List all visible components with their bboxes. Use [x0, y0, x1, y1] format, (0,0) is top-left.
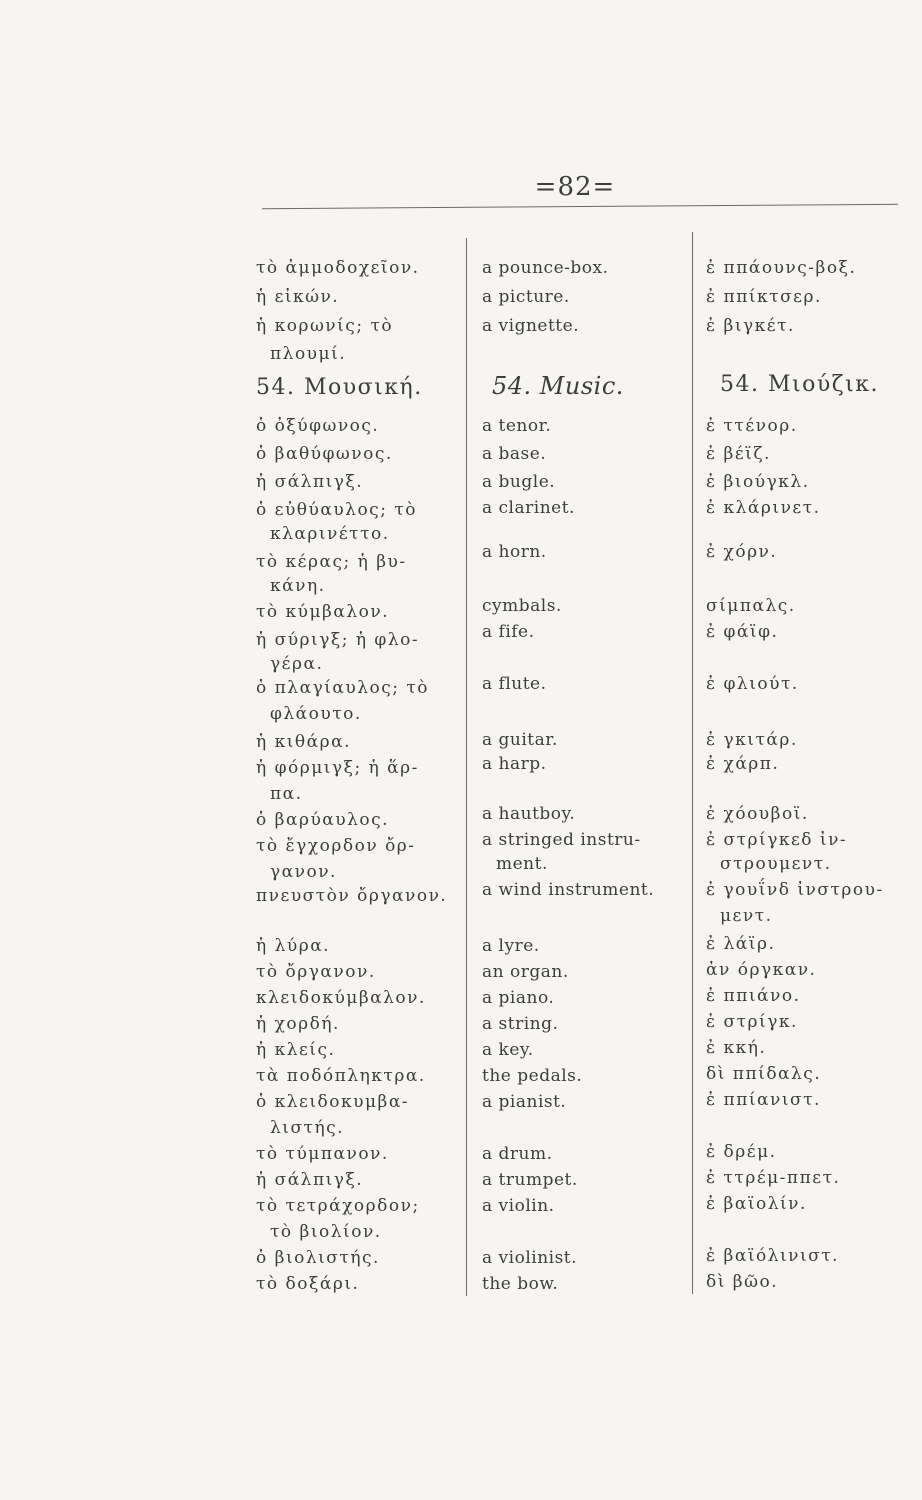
- english-entry: a bugle.: [482, 472, 556, 492]
- pronunciation-entry: ἐ στρίγκ.: [706, 1012, 798, 1032]
- english-entry: a harp.: [482, 754, 547, 774]
- english-entry: a hautboy.: [482, 804, 576, 824]
- greek-entry: κλαρινέττο.: [270, 524, 390, 544]
- pronunciation-entry: στρουμεντ.: [720, 854, 832, 874]
- greek-entry: ὁ ὀξύφωνος.: [256, 416, 380, 436]
- english-entry: a clarinet.: [482, 498, 575, 518]
- pronunciation-entry: δὶ βῶο.: [706, 1272, 779, 1292]
- greek-entry: τὸ ἔγχορδον ὄρ-: [256, 836, 416, 856]
- column-divider-right: [692, 232, 693, 1294]
- pronunciation-entry: ἐ βαϊόλινιστ.: [706, 1246, 840, 1266]
- pronunciation-entry: ἐ κλάρινετ.: [706, 498, 821, 518]
- greek-entry: ἡ κλείς.: [256, 1040, 336, 1060]
- greek-entry: λιστής.: [270, 1118, 345, 1138]
- english-entry: a picture.: [482, 287, 570, 307]
- english-entry: a flute.: [482, 674, 547, 694]
- pronunciation-entry: ἐ χάρπ.: [706, 754, 780, 774]
- pronunciation-entry: σίμπαλς.: [706, 596, 796, 616]
- english-entry: a vignette.: [482, 316, 580, 336]
- pronunciation-entry: ἐ λάϊρ.: [706, 934, 776, 954]
- pronunciation-entry: ἐ βιγκέτ.: [706, 316, 795, 336]
- greek-entry: ὁ βαρύαυλος.: [256, 810, 390, 830]
- pronunciation-entry: ἐ ππίανιστ.: [706, 1090, 821, 1110]
- pronunciation-entry: ἐ χόουβοϊ.: [706, 804, 809, 824]
- english-entry: a stringed instru-: [482, 830, 641, 850]
- pronunciation-entry: ἐ φάϊφ.: [706, 622, 779, 642]
- pronunciation-entry: ἐ γκιτάρ.: [706, 730, 798, 750]
- english-entry: a trumpet.: [482, 1170, 578, 1190]
- greek-entry: τὸ κύμβαλον.: [256, 602, 390, 622]
- english-entry: an organ.: [482, 962, 569, 982]
- greek-entry: ὁ κλειδοκυμβα-: [256, 1092, 410, 1112]
- greek-entry: τὸ βιολίον.: [270, 1222, 382, 1242]
- english-entry: a base.: [482, 444, 547, 464]
- section-heading-pronunciation: 54. Μιούζικ.: [720, 372, 880, 397]
- greek-entry: ἡ χορδή.: [256, 1014, 340, 1034]
- greek-entry: τὸ τύμπανον.: [256, 1144, 389, 1164]
- greek-entry: ἡ κιθάρα.: [256, 732, 351, 752]
- english-entry: a pounce-box.: [482, 258, 609, 278]
- pronunciation-entry: ἐ ττρέμ-ππετ.: [706, 1168, 841, 1188]
- greek-entry: τὸ δοξάρι.: [256, 1274, 360, 1294]
- pronunciation-entry: ἐ δρέμ.: [706, 1142, 777, 1162]
- english-entry: a tenor.: [482, 416, 552, 436]
- pronunciation-entry: ἐ βαϊολίν.: [706, 1194, 807, 1214]
- greek-entry: ὁ πλαγίαυλος; τὸ: [256, 678, 430, 698]
- column-divider-left: [466, 238, 467, 1296]
- greek-entry: τὸ κέρας; ἡ βυ-: [256, 552, 407, 572]
- header-rule: [262, 204, 898, 209]
- greek-entry: πα.: [270, 784, 303, 804]
- pronunciation-entry: ἐ ππιάνο.: [706, 986, 801, 1006]
- section-heading-greek: 54. Μουσική.: [256, 375, 423, 400]
- english-entry: a wind instrument.: [482, 880, 655, 900]
- english-entry: cymbals.: [482, 596, 562, 616]
- greek-entry: τὰ ποδόπληκτρα.: [256, 1066, 426, 1086]
- english-entry: a lyre.: [482, 936, 540, 956]
- english-entry: a pianist.: [482, 1092, 567, 1112]
- pronunciation-entry: δὶ ππίδαλς.: [706, 1064, 822, 1084]
- greek-entry: τὸ τετράχορδον;: [256, 1196, 420, 1216]
- greek-entry: τὸ ἀμμοδοχεῖον.: [256, 258, 420, 278]
- greek-entry: ἡ σάλπιγξ.: [256, 1170, 364, 1190]
- english-entry: the bow.: [482, 1274, 559, 1294]
- greek-entry: γέρα.: [270, 654, 324, 674]
- english-entry: a piano.: [482, 988, 555, 1008]
- pronunciation-entry: ἐ βιούγκλ.: [706, 472, 810, 492]
- pronunciation-entry: ἀν όργκαν.: [706, 960, 817, 980]
- english-entry: the pedals.: [482, 1066, 583, 1086]
- english-entry: a string.: [482, 1014, 559, 1034]
- page-number: =82=: [534, 172, 616, 202]
- english-entry: a horn.: [482, 542, 547, 562]
- english-entry: ment.: [496, 854, 548, 874]
- greek-entry: ὁ εὐθύαυλος; τὸ: [256, 500, 417, 520]
- pronunciation-entry: ἐ ππάουνς-βοξ.: [706, 258, 857, 278]
- pronunciation-entry: ἐ ππίκτσερ.: [706, 287, 822, 307]
- english-entry: a drum.: [482, 1144, 553, 1164]
- english-entry: a guitar.: [482, 730, 558, 750]
- pronunciation-entry: ἐ ττένορ.: [706, 416, 798, 436]
- english-entry: a fife.: [482, 622, 535, 642]
- pronunciation-entry: ἐ γουΐνδ ἰνστρου-: [706, 880, 884, 900]
- greek-entry: κλειδοκύμβαλον.: [256, 988, 426, 1008]
- section-heading-english: 54. Music.: [492, 372, 624, 400]
- greek-entry: πνευστὸν ὄργανον.: [256, 886, 448, 906]
- pronunciation-entry: ἐ βέϊζ.: [706, 444, 771, 464]
- greek-entry: ἡ εἰκών.: [256, 287, 340, 307]
- pronunciation-entry: μεντ.: [720, 906, 773, 926]
- greek-entry: τὸ ὄργανον.: [256, 962, 376, 982]
- greek-entry: ἡ φόρμιγξ; ἡ ἅρ-: [256, 758, 419, 778]
- greek-entry: κάνη.: [270, 576, 326, 596]
- greek-entry: γανον.: [270, 862, 337, 882]
- greek-entry: ἡ λύρα.: [256, 936, 331, 956]
- greek-entry: ὁ βιολιστής.: [256, 1248, 380, 1268]
- pronunciation-entry: ἐ φλιούτ.: [706, 674, 799, 694]
- greek-entry: ὁ βαθύφωνος.: [256, 444, 393, 464]
- pronunciation-entry: ἐ στρίγκεδ ἰν-: [706, 830, 848, 850]
- english-entry: a violinist.: [482, 1248, 578, 1268]
- greek-entry: ἡ κορωνίς; τὸ: [256, 316, 394, 336]
- greek-entry: πλουμί.: [270, 344, 347, 364]
- greek-entry: ἡ σύριγξ; ἡ φλο-: [256, 630, 420, 650]
- pronunciation-entry: ἐ κκή.: [706, 1038, 767, 1058]
- greek-entry: φλάουτο.: [270, 704, 362, 724]
- pronunciation-entry: ἐ χόρν.: [706, 542, 778, 562]
- greek-entry: ἡ σάλπιγξ.: [256, 472, 364, 492]
- english-entry: a violin.: [482, 1196, 555, 1216]
- english-entry: a key.: [482, 1040, 534, 1060]
